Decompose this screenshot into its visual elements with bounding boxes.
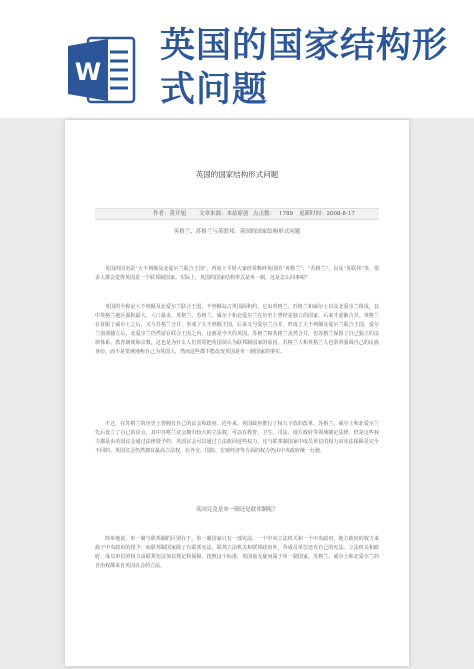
document-page (65, 120, 409, 666)
article-subtitle: 英格兰、苏格兰与英联邦：英国的国家结构形式问题 (173, 229, 301, 235)
paragraph: 英国的国名是“大不列颠及北爱尔兰联合王国”，再加上平时大家经常称呼英国的“英格兰”、“苏格兰”，以及“英联邦”等，很多人都会觉得英国是一个联邦制国家。实际上，英国的国家结构形式是单一制，这是怎么回事呢？ (95, 266, 379, 281)
header-banner (0, 0, 474, 118)
paragraph: 简单地说，单一制与联邦制的区别在于，单一制国家只有一部宪法，一个中央立法机关和一个中央政府，地方政府的权力来源于中央政府的授予；而联邦制国家除了有联邦宪法、联邦立法机关和联邦政府外，各成员单位还有自己的宪法、立法机关和政府，成员单位的权力由联邦宪法加以规定和保障。按照这个标准，英国毫无疑问属于单一制国家，苏格兰、威尔士和北爱尔兰的自治权都来自英国议会的立法。 (95, 536, 379, 569)
question-line: 英国究竟是单一制还是联邦制呢？ (195, 507, 279, 513)
meta-source: 文章来源：本站原创 (199, 211, 249, 217)
page-title: 英国的国家结构形式问题 (160, 26, 449, 110)
meta-hits-label: 点击数： (253, 211, 276, 217)
meta-author: 作者：黄开旭 (153, 211, 187, 217)
word-doc-icon (66, 34, 138, 106)
meta-updated: 更新时间：2008-8-17 (299, 211, 355, 217)
logo-letter: W (74, 58, 102, 86)
meta-bar (95, 208, 379, 220)
meta-hits-value: 1789 (279, 211, 293, 217)
article-title: 英国的国家结构形式问题 (195, 170, 279, 179)
paragraph: 不过，在苏格兰的历史上曾拥有自己的议会和政府。近年来，英国政府推行了权力下放的改革，苏格兰、威尔士和北爱尔兰先后设立了自己的议会，其中苏格兰议会拥有较大的立法权，可以在教育、卫生、司法、地方政府等领域制定法律。但是这些权力都是由英国议会通过法律授予的，英国议会可以通过立法收回这些权力，这与联邦制国家中成员单位的权力由宪法保障是完全不同的。英国议会仍然拥有最高立法权，在外交、国防、宏观经济等方面的权力仍由中央政府统一行使。 (95, 421, 379, 454)
paragraph: 英国的全称是大不列颠及北爱尔兰联合王国，不列颠岛古英国面积约，它由英格兰、苏格兰和威尔士以及北爱尔兰组成，其中英格兰地区面积最大，人口最多，英格兰、苏格兰、威尔士和北爱尔兰在历史上曾经是独立的国家，后来才逐渐合并。英格兰在征服了威尔士之后，又与苏格兰合并，形成了大不列颠王国，后来又与爱尔兰合并，形成了大不列颠及爱尔兰联合王国，爱尔兰南部独立后，北爱尔兰仍然留在联合王国之内，这就是今天的英国。苏格兰和英格兰虽然合并，但苏格兰保留了自己独立的法律体系、教育制度和宗教，这也是为什么人们常常把英国误认为联邦制国家的原因。苏格兰人和英格兰人也常常强调自己的民族身份，而不是笼统地称自己为英国人，然而这些都不能改变英国是单一制国家的事实。 (95, 304, 379, 355)
